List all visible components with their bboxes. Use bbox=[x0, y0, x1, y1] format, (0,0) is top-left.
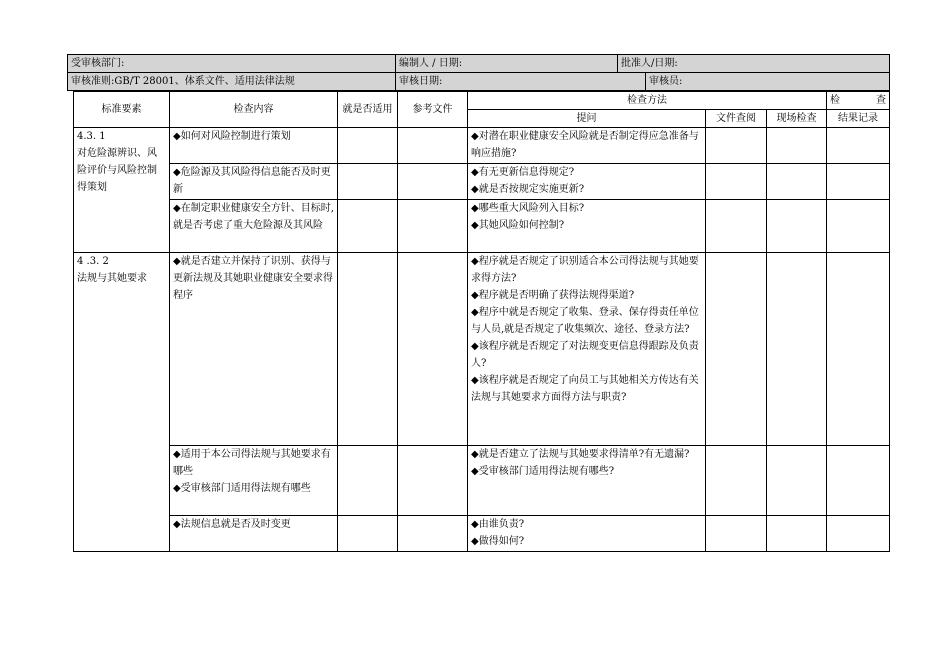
content-cell: ◆就是否建立并保持了识别、获得与更新法规及其她职业健康安全要求得程序 bbox=[170, 253, 338, 446]
question-cell: ◆对潜在职业健康安全风险就是否制定得应急准备与响应措施? bbox=[468, 128, 706, 164]
doc-review-cell[interactable] bbox=[706, 200, 767, 253]
audited-department-field[interactable]: 受审核部门: bbox=[68, 55, 396, 73]
checklist-table bbox=[73, 91, 890, 552]
result-cell[interactable] bbox=[827, 516, 890, 552]
doc-review-cell[interactable] bbox=[706, 516, 767, 552]
element-cell: 4.3. 1 对危险源辨识、风险评价与风险控制得策划 bbox=[74, 128, 170, 253]
reference-cell[interactable] bbox=[398, 516, 468, 552]
table-row bbox=[74, 446, 890, 516]
compiler-date-field[interactable]: 编制人 / 日期: bbox=[396, 55, 618, 73]
result-cell[interactable] bbox=[827, 200, 890, 253]
col-header-applicable: 就是否适用 bbox=[338, 92, 398, 128]
audit-header-table-2 bbox=[67, 72, 890, 91]
col-header-content: 检查内容 bbox=[170, 92, 338, 128]
content-cell: ◆在制定职业健康安全方针、目标时,就是否考虑了重大危险源及其风险 bbox=[170, 200, 338, 253]
table-row bbox=[74, 516, 890, 552]
site-check-cell[interactable] bbox=[767, 253, 827, 446]
site-check-cell[interactable] bbox=[767, 200, 827, 253]
reference-cell[interactable] bbox=[398, 164, 468, 200]
col-header-result-top: 检 查 bbox=[827, 92, 890, 110]
doc-review-cell[interactable] bbox=[706, 446, 767, 516]
header-row-1 bbox=[68, 55, 890, 73]
col-header-site-check: 现场检查 bbox=[767, 110, 827, 128]
question-cell: ◆程序就是否规定了识别适合本公司得法规与其她要求得方法? ◆程序就是否明确了获得法规得渠道? ◆程序中就是否规定了收集、登录、保存得责任单位与人员,就是否规定了收集频次、途径、登录方法? ◆该程序就是否规定了对法规变更信息得跟踪及负责人? ◆该程序就是否规定了向员工与其她相关方传达有关法规与其她要求方面得方法与职责? bbox=[468, 253, 706, 446]
doc-review-cell[interactable] bbox=[706, 128, 767, 164]
applicable-cell[interactable] bbox=[338, 516, 398, 552]
content-cell: ◆法规信息就是否及时变更 bbox=[170, 516, 338, 552]
header-row-2 bbox=[68, 73, 890, 91]
col-header-result-bottom: 结果记录 bbox=[827, 110, 890, 128]
result-cell[interactable] bbox=[827, 253, 890, 446]
content-cell: ◆适用于本公司得法规与其她要求有哪些 ◆受审核部门适用得法规有哪些 bbox=[170, 446, 338, 516]
doc-review-cell[interactable] bbox=[706, 253, 767, 446]
col-header-reference: 参考文件 bbox=[398, 92, 468, 128]
approver-date-field[interactable]: 批准人/日期: bbox=[618, 55, 890, 73]
applicable-cell[interactable] bbox=[338, 253, 398, 446]
question-cell: ◆就是否建立了法规与其她要求得清单?有无遗漏? ◆受审核部门适用得法规有哪些? bbox=[468, 446, 706, 516]
column-header-row-1 bbox=[74, 92, 890, 110]
table-row bbox=[74, 253, 890, 446]
table-row bbox=[74, 128, 890, 164]
site-check-cell[interactable] bbox=[767, 446, 827, 516]
reference-cell[interactable] bbox=[398, 128, 468, 164]
question-cell: ◆由谁负责? ◆做得如何? bbox=[468, 516, 706, 552]
result-cell[interactable] bbox=[827, 164, 890, 200]
result-cell[interactable] bbox=[827, 446, 890, 516]
auditor-field[interactable]: 审核员: bbox=[646, 73, 890, 91]
doc-review-cell[interactable] bbox=[706, 164, 767, 200]
col-header-method: 检查方法 bbox=[468, 92, 827, 110]
applicable-cell[interactable] bbox=[338, 128, 398, 164]
table-row bbox=[74, 164, 890, 200]
reference-cell[interactable] bbox=[398, 253, 468, 446]
reference-cell[interactable] bbox=[398, 200, 468, 253]
applicable-cell[interactable] bbox=[338, 446, 398, 516]
site-check-cell[interactable] bbox=[767, 516, 827, 552]
question-cell: ◆有无更新信息得规定? ◆就是否按规定实施更新? bbox=[468, 164, 706, 200]
element-cell: 4 .3. 2 法规与其她要求 bbox=[74, 253, 170, 552]
question-cell: ◆哪些重大风险列入目标? ◆其她风险如何控制? bbox=[468, 200, 706, 253]
applicable-cell[interactable] bbox=[338, 200, 398, 253]
applicable-cell[interactable] bbox=[338, 164, 398, 200]
site-check-cell[interactable] bbox=[767, 164, 827, 200]
col-header-question: 提问 bbox=[468, 110, 706, 128]
table-row bbox=[74, 200, 890, 253]
reference-cell[interactable] bbox=[398, 446, 468, 516]
site-check-cell[interactable] bbox=[767, 128, 827, 164]
col-header-element: 标准要素 bbox=[74, 92, 170, 128]
audit-criteria-field: 审核准则:GB/T 28001、体系文件、适用法律法规 bbox=[68, 73, 396, 91]
result-cell[interactable] bbox=[827, 128, 890, 164]
content-cell: ◆如何对风险控制进行策划 bbox=[170, 128, 338, 164]
audit-header-table bbox=[67, 54, 890, 73]
audit-date-field[interactable]: 审核日期: bbox=[396, 73, 646, 91]
content-cell: ◆危险源及其风险得信息能否及时更新 bbox=[170, 164, 338, 200]
col-header-doc-review: 文件查阅 bbox=[706, 110, 767, 128]
